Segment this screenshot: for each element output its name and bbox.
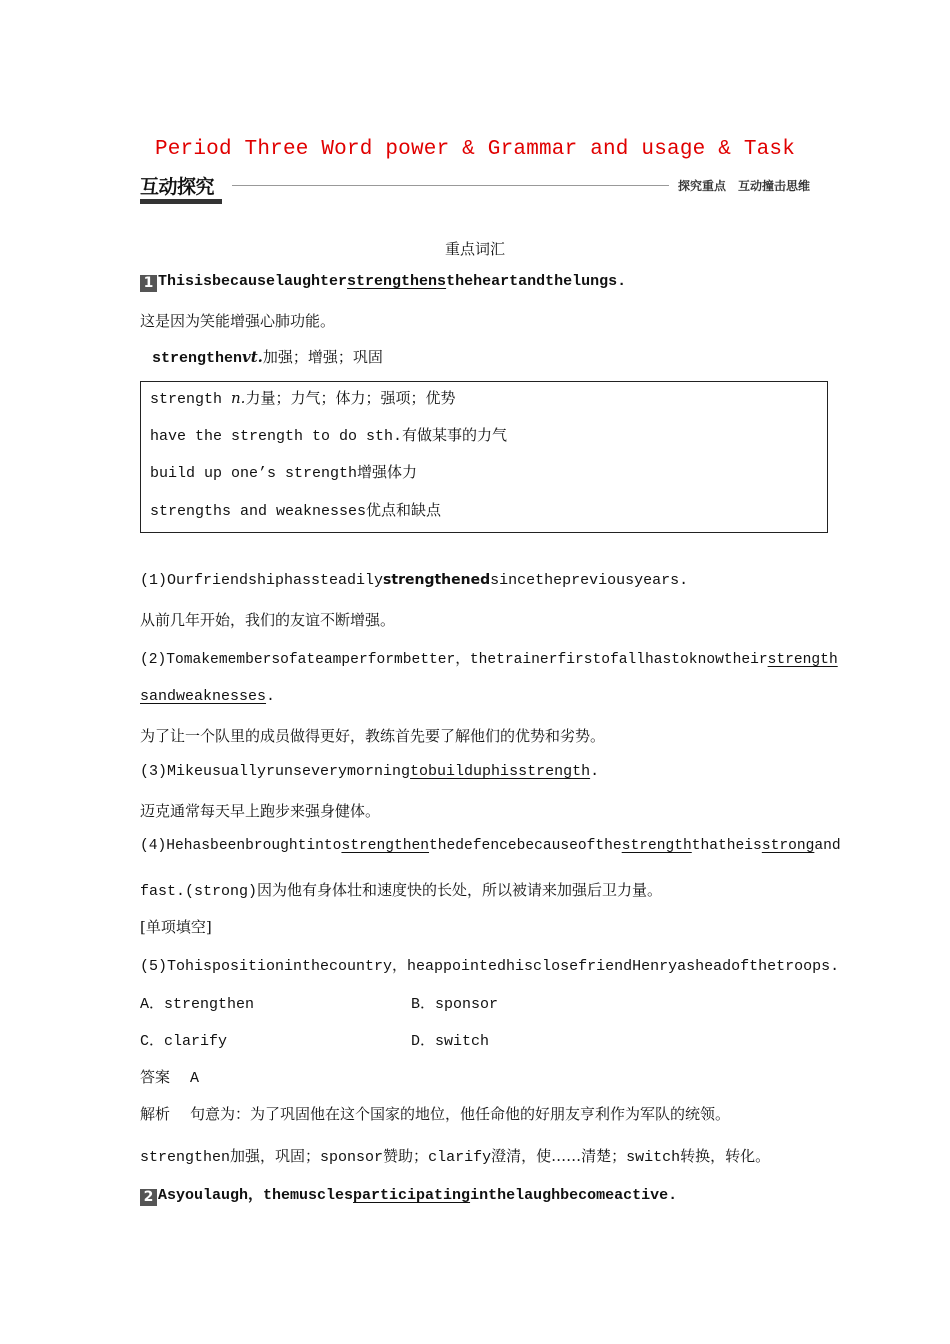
section-heading: 重点词汇 (444, 240, 505, 258)
option-a: A．strengthen (140, 996, 255, 1013)
header-rule (232, 185, 669, 186)
vocab-box-line: have the strength to do sth.有做某事的力气 (150, 426, 508, 445)
answer: 答案 A (140, 1068, 200, 1087)
item2-sentence: 2 Asyoulaugh，themusclesparticipatinginthelaughbecomeactive. (140, 1183, 677, 1206)
item2-number-badge: 2 (140, 1189, 157, 1206)
item1-definition: strengthenvt.加强；增强；巩固 (152, 348, 383, 367)
exercise-4-cont: fast.(strong)因为他有身体壮和速度快的长处，所以被请来加强后卫力量。 (140, 881, 663, 900)
item1-translation: 这是因为笑能增强心肺功能。 (140, 312, 336, 330)
vocab-box-line: build up one’s strength增强体力 (150, 463, 418, 482)
exercise-3-translation: 迈克通常每天早上跑步来强身健体。 (140, 802, 381, 820)
option-c: C．clarify (140, 1033, 228, 1050)
exercise-2: (2)Tomakemembersofateamperformbetter，thetrainerfirstofallhastoknowtheirstrength (140, 652, 838, 668)
single-choice-label: [单项填空] (140, 918, 212, 936)
exercise-1-translation: 从前几年开始，我们的友谊不断增强。 (140, 611, 396, 629)
header-right-label: 探究重点 互动撞击思维 (678, 179, 811, 193)
page-title: Period Three Word power & Grammar and usage & Task (154, 138, 796, 161)
exercise-1-answer: strengthened (383, 572, 491, 588)
exercise-2-translation: 为了让一个队里的成员做得更好，教练首先要了解他们的优势和劣势。 (140, 727, 606, 745)
vocab-box-line: strength n.力量；力气；体力；强项；优势 (150, 389, 456, 408)
exercise-1: (1)Ourfriendshiphassteadilystrengthenedsincethepreviousyears. (140, 572, 689, 589)
exercise-4: (4)Hehasbeenbroughtintostrengthenthedefencebecauseofthestrengththatheisstrongand (140, 838, 841, 854)
exercise-3-answer: tobuilduphisstrength (410, 763, 591, 780)
analysis-cont: strengthen加强，巩固；sponsor赞助；clarify澄清，使……清楚；switch转换，转化。 (140, 1147, 771, 1166)
section-label: 互动探究 (140, 176, 215, 198)
section-label-underline (140, 199, 222, 204)
vocab-box-line: strengths and weaknesses优点和缺点 (150, 501, 442, 520)
vocab-box (140, 381, 828, 533)
item1-sentence: 1 Thisisbecauselaughterstrengthenstheheartandthelungs. (140, 273, 626, 292)
exercise-2-answer: strength (767, 652, 838, 668)
item1-number-badge: 1 (140, 275, 157, 292)
option-d: D．switch (411, 1033, 490, 1050)
analysis: 解析 句意为：为了巩固他在这个国家的地位，他任命他的好朋友亨利作为军队的统领。 (140, 1105, 731, 1123)
exercise-3: (3)Mikeusuallyrunseverymorningtobuilduphisstrength. (140, 763, 600, 780)
item2-keyword: participating (353, 1187, 471, 1204)
item1-keyword: strengthens (347, 273, 447, 290)
exercise-5: (5)Tohispositioninthecountry，heappointedhisclosefriendHenryasheadofthetroops. (140, 958, 840, 975)
option-b: B．sponsor (411, 996, 499, 1013)
exercise-2-cont: sandweaknesses. (140, 688, 276, 705)
